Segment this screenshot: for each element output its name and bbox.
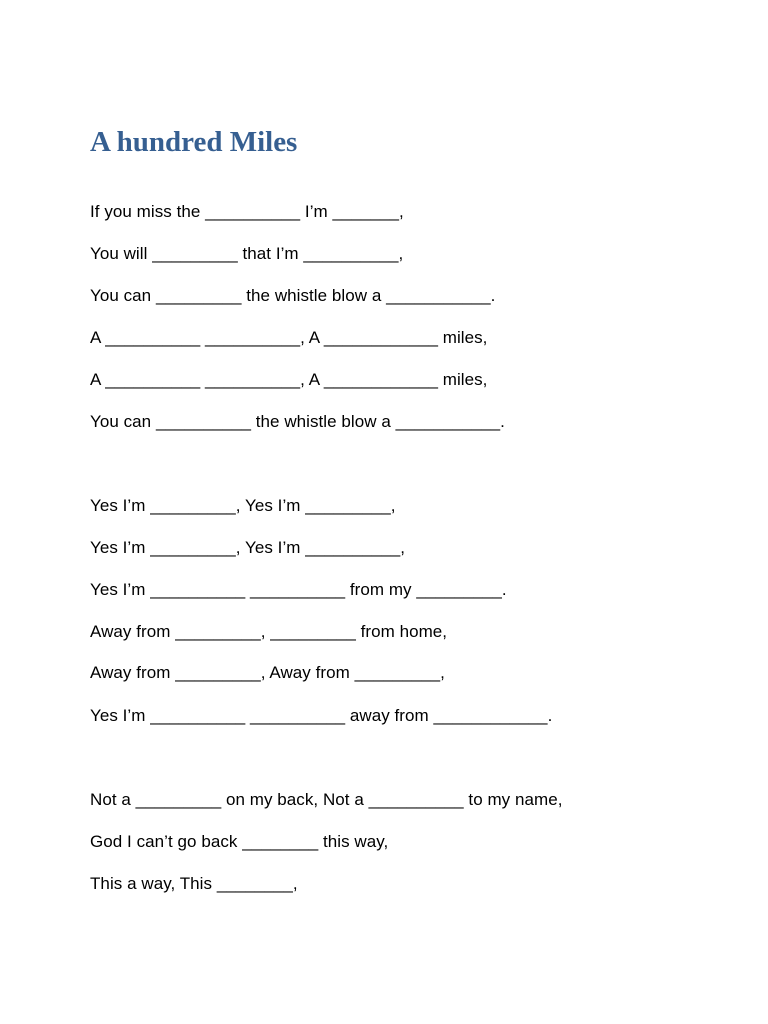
lyric-line: Not a _________ on my back, Not a __________ to my name, — [90, 790, 563, 809]
lyric-line: Away from _________, _________ from home, — [90, 622, 448, 641]
lyric-line: You can __________ the whistle blow a ___________. — [90, 412, 505, 431]
lyric-line: You can _________ the whistle blow a ___________. — [90, 286, 496, 305]
lyric-line: If you miss the __________ I’m _______, — [90, 202, 404, 221]
lyric-line: Away from _________, Away from _________, — [90, 663, 445, 682]
lyric-line: This a way, This ________, — [90, 874, 298, 893]
lyric-line: A __________ __________, A ____________ miles, — [90, 328, 488, 347]
lyric-line: Yes I’m __________ __________ away from ____________. — [90, 706, 553, 725]
lyric-line: God I can’t go back ________ this way, — [90, 832, 389, 851]
lyric-line: Yes I’m __________ __________ from my _________. — [90, 580, 507, 599]
page-title: A hundred Miles — [90, 126, 298, 158]
lyric-line: You will _________ that I’m __________, — [90, 244, 404, 263]
lyric-line: Yes I’m _________, Yes I’m __________, — [90, 538, 406, 557]
lyric-line: A __________ __________, A ____________ miles, — [90, 370, 488, 389]
lyric-line: Yes I’m _________, Yes I’m _________, — [90, 496, 396, 515]
